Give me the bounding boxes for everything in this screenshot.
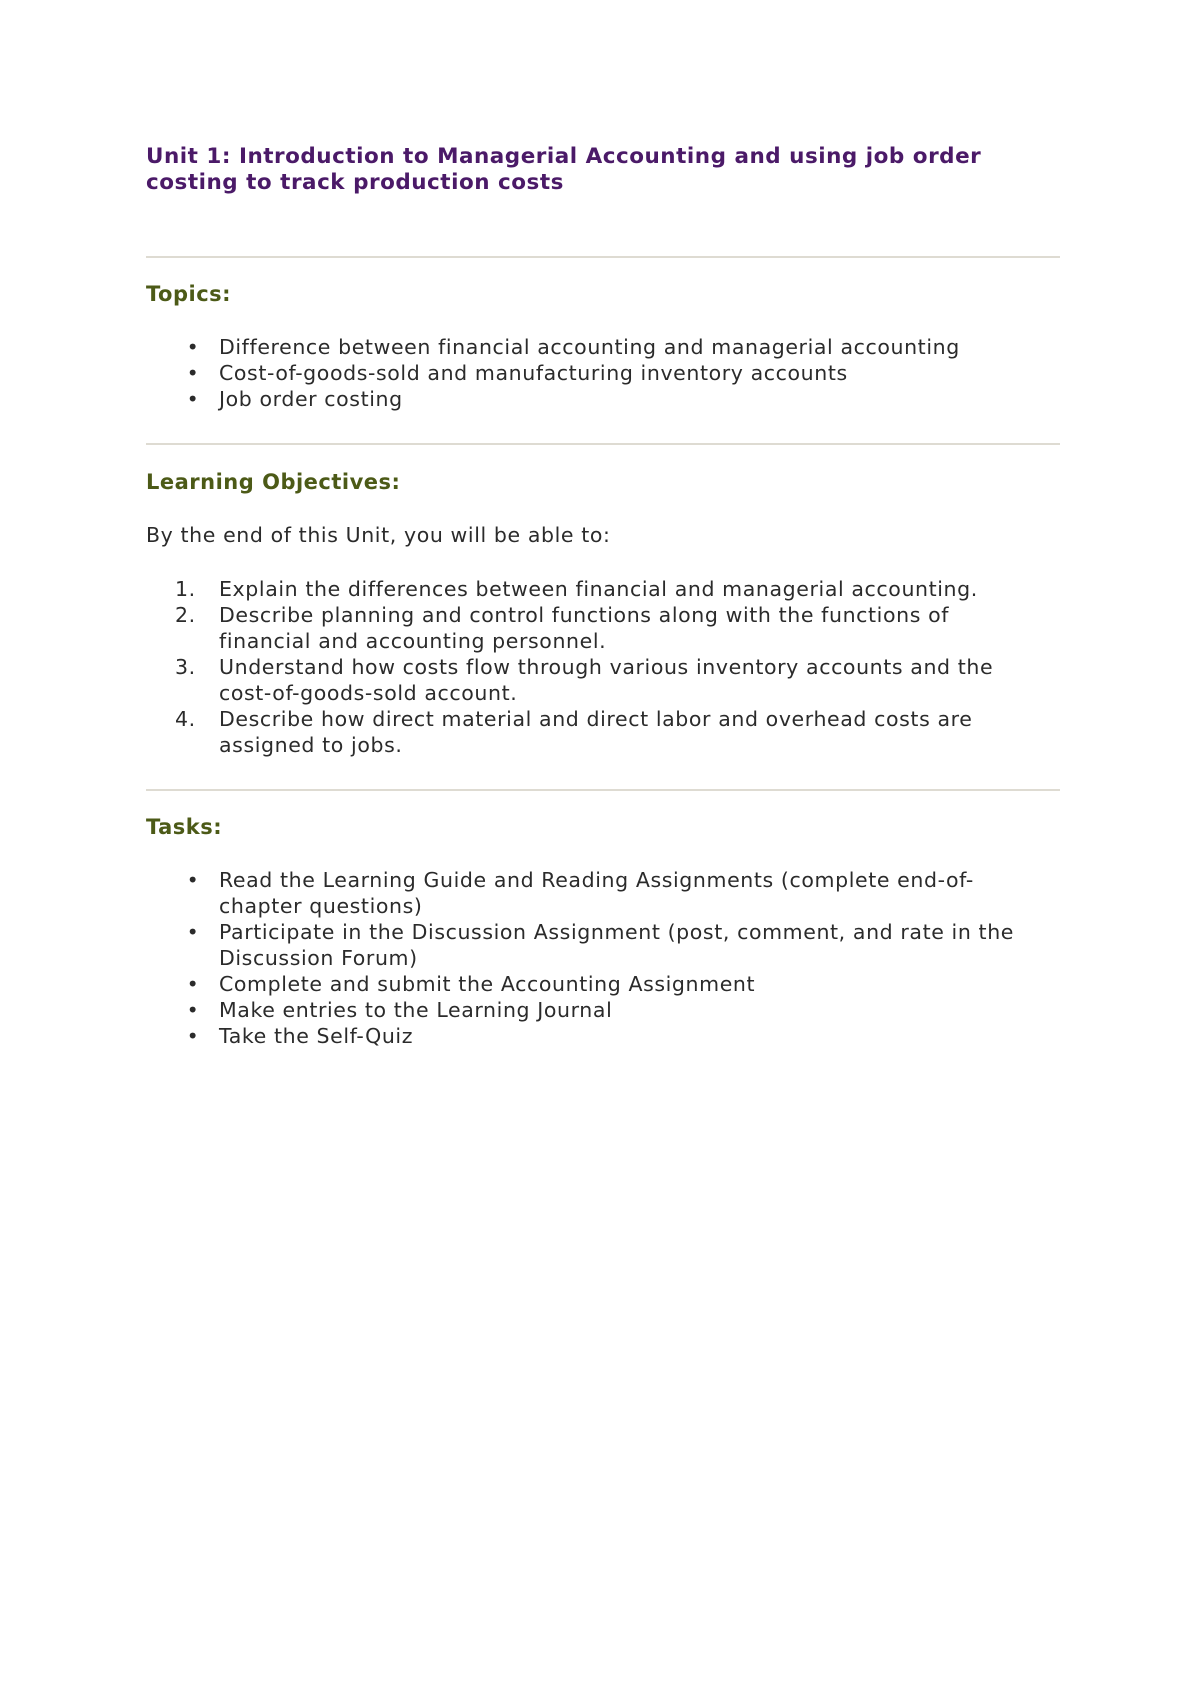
topics-list [146, 334, 1060, 412]
bullet-icon: • [186, 387, 200, 411]
topics-item: • Cost-of-goods-sold and manufacturing inventory accounts [146, 360, 1060, 386]
topics-item: • Difference between financial accounting and managerial accounting [146, 334, 1060, 360]
divider-topics [146, 256, 1060, 258]
objective-item: 1. Explain the differences between financial and managerial accounting. [175, 577, 978, 601]
bullet-icon: • [186, 335, 200, 359]
task-item: • Read the Learning Guide and Reading Assignments (complete end-of-chapter questions) [146, 867, 1046, 919]
unit-title: Unit 1: Introduction to Managerial Accounting and using job order costing to track production costs [146, 144, 982, 195]
divider-tasks [146, 789, 1060, 791]
task-item: • Complete and submit the Accounting Assignment [146, 971, 1046, 997]
objective-item: 4. Describe how direct material and direct labor and overhead costs are assigned to jobs. [175, 707, 973, 757]
topics-heading: Topics: [146, 282, 232, 306]
bullet-icon: • [186, 920, 200, 944]
task-item: • Make entries to the Learning Journal [146, 997, 1046, 1023]
objective-item: 3. Understand how costs flow through various inventory accounts and the cost-of-goods-sold account. [175, 655, 994, 705]
task-item: • Participate in the Discussion Assignment (post, comment, and rate in the Discussion Forum) [146, 919, 1046, 971]
objectives-intro: By the end of this Unit, you will be able to: [146, 523, 611, 547]
divider-objectives [146, 443, 1060, 445]
bullet-icon: • [186, 972, 200, 996]
objectives-list [146, 576, 1046, 758]
topics-item: • Job order costing [146, 386, 1060, 412]
task-item: • Take the Self-Quiz [146, 1023, 1046, 1049]
objective-item: 2. Describe planning and control functions along with the functions of financial and accounting personnel. [175, 603, 950, 653]
tasks-list [146, 867, 1046, 1049]
bullet-icon: • [186, 361, 200, 385]
bullet-icon: • [186, 998, 200, 1022]
tasks-heading: Tasks: [146, 815, 223, 839]
bullet-icon: • [186, 1024, 200, 1048]
objectives-heading: Learning Objectives: [146, 470, 401, 494]
bullet-icon: • [186, 868, 200, 892]
